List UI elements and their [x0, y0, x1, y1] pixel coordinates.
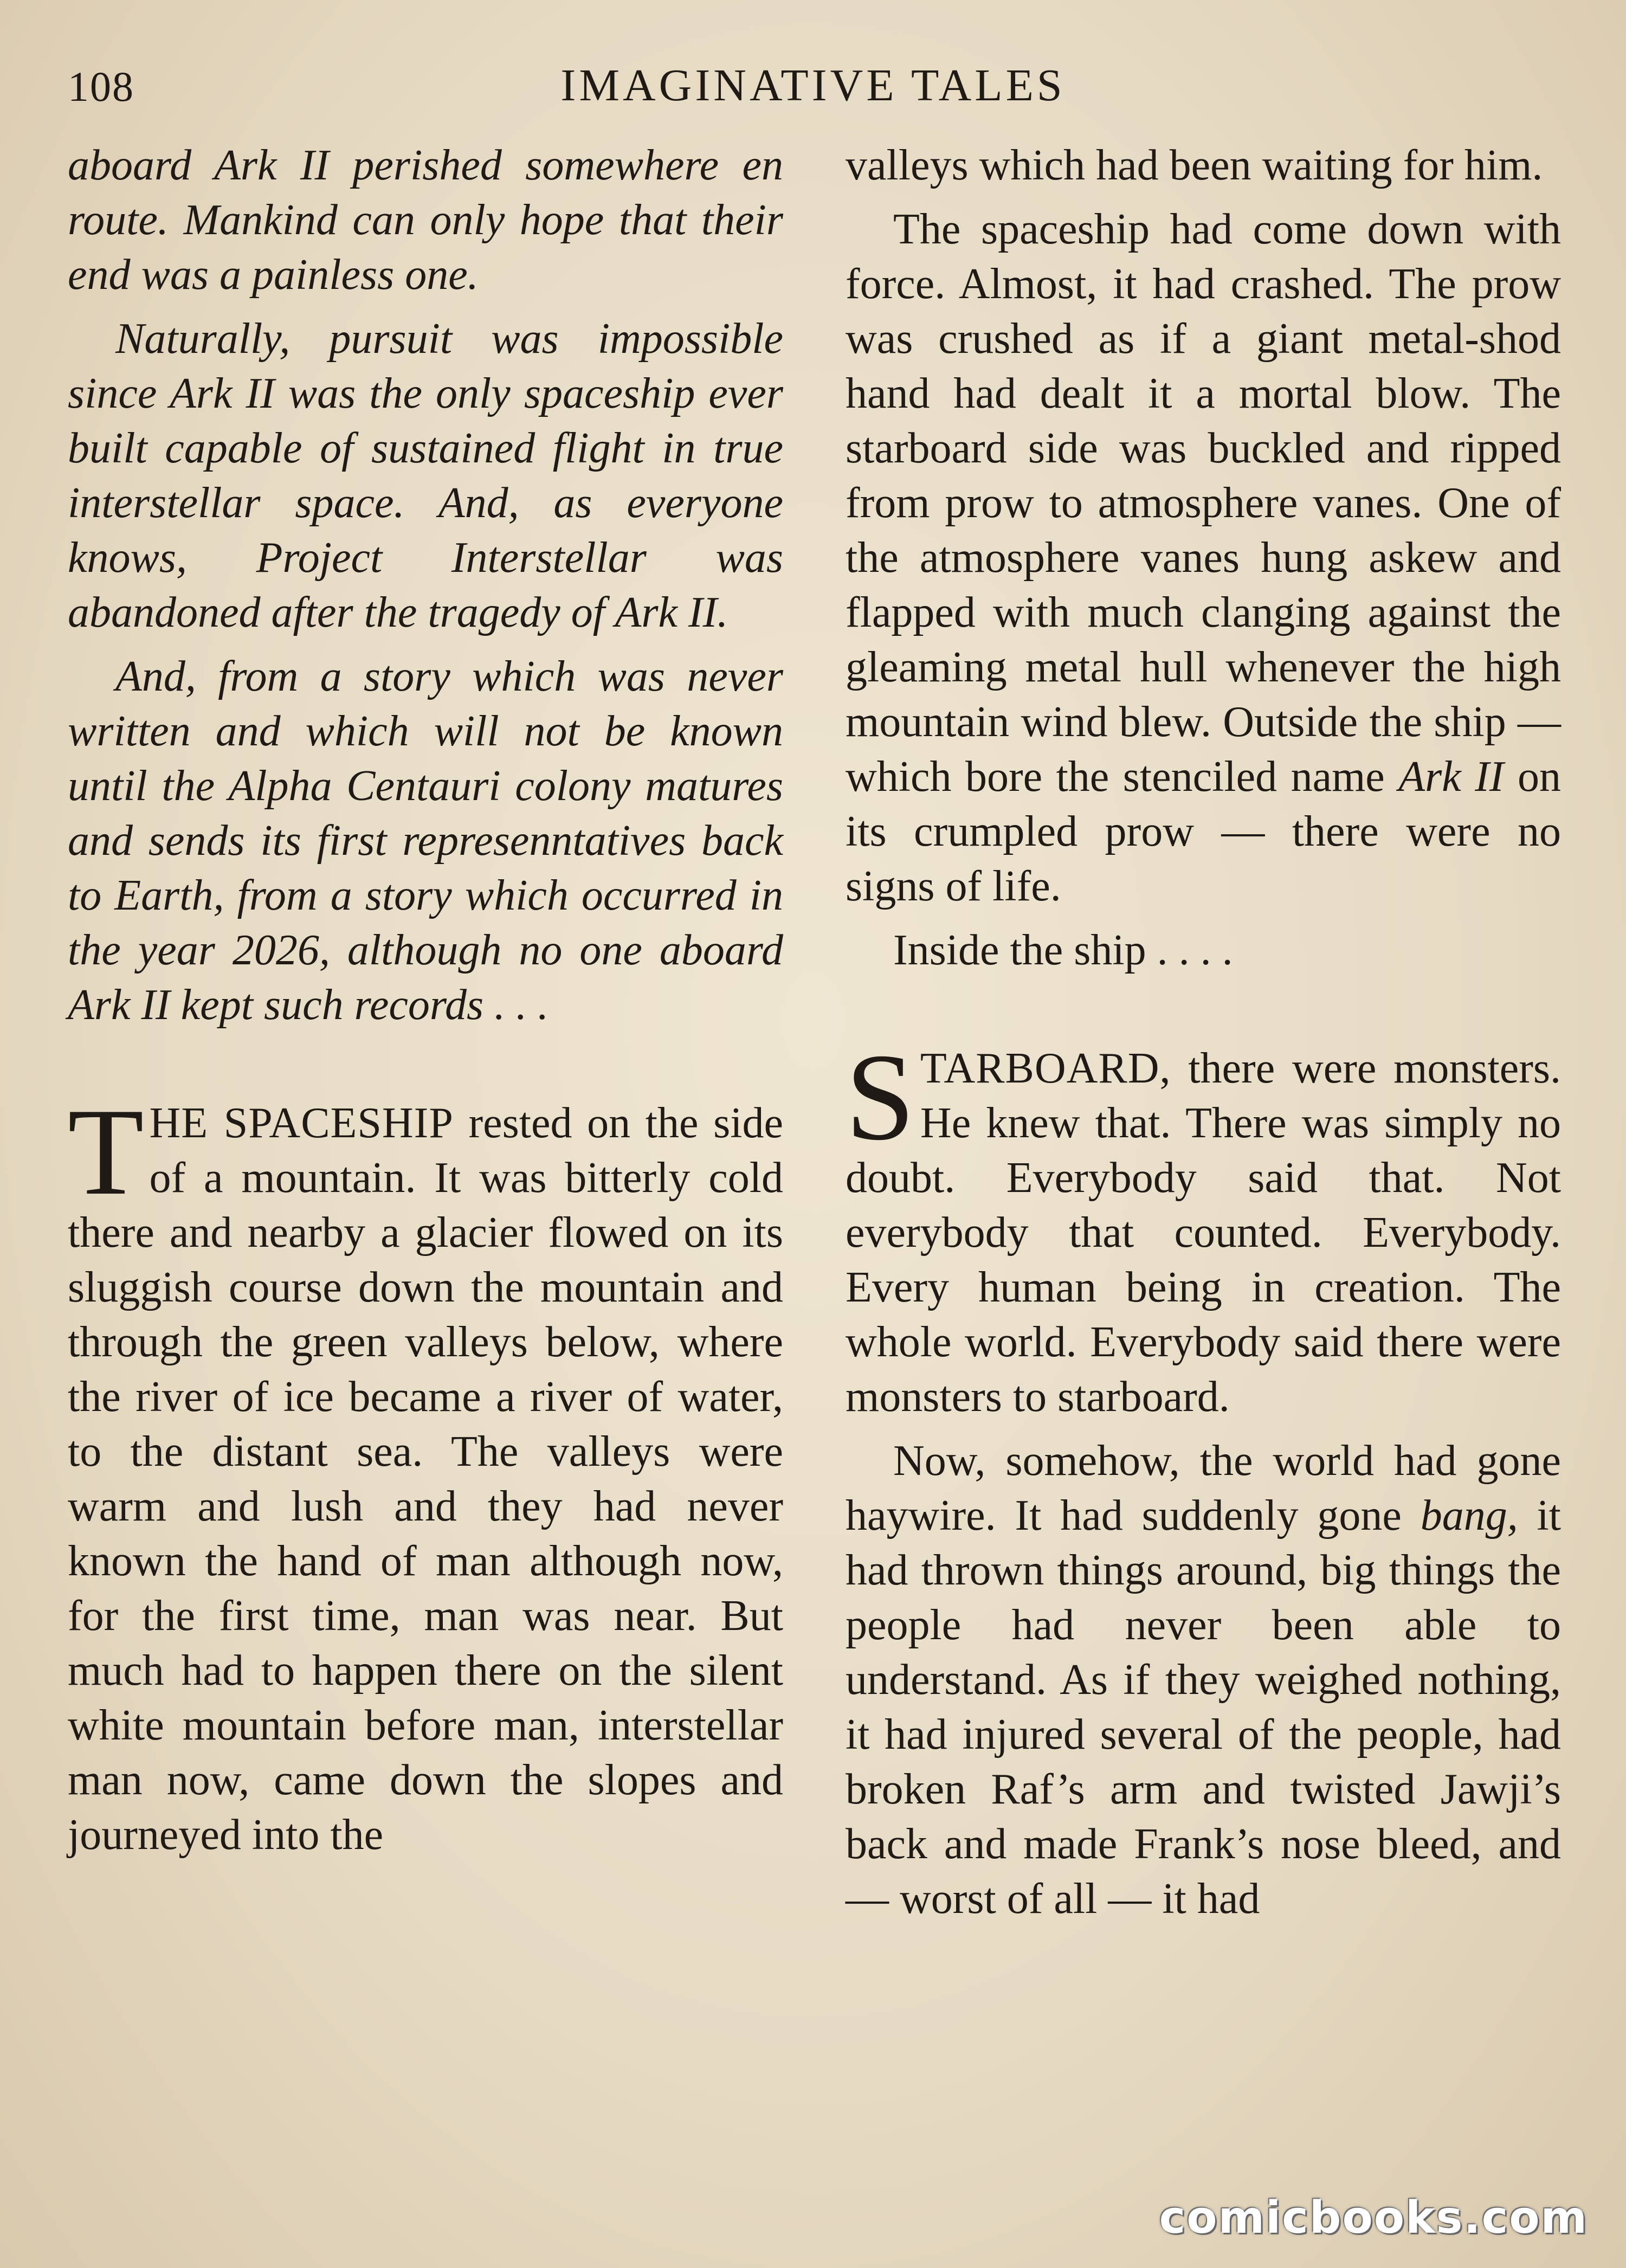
paragraph: valleys which had been waiting for him.: [846, 141, 1543, 189]
emphasis: bang,: [1420, 1492, 1518, 1539]
page-header: [68, 51, 1558, 117]
paragraph-text: it had thrown things around, big things the people had never been able to understand. As if they weighed nothing, it had injured several of the people, had broken Raf’s arm and twisted Jawji’s back and made Frank’s nose bleed, and — worst of all — it had: [846, 1492, 1562, 1923]
left-column: [68, 138, 783, 2198]
paragraph-text: Now, somehow, the world had gone haywire. It had suddenly gone: [846, 1437, 1561, 1539]
paragraph: Inside the ship . . . .: [893, 926, 1233, 974]
paragraph: And, from a story which was never written and which will not be known until the Alpha Centauri colony matures and sends its first represenntatives back to Earth, from a story which occurred in the year 2026, although no one aboard Ark II kept such records . . .: [68, 653, 783, 1029]
page-number: 108: [68, 63, 134, 110]
paragraph-text: on its crumpled prow — there were no signs of life.: [846, 753, 1562, 910]
drop-cap: S: [846, 1028, 915, 1166]
paragraph: [846, 1434, 1561, 1926]
section-break: [68, 1042, 783, 1096]
paragraph-text: there were monsters. He knew that. There was simply no doubt. Everybody said that. Not everybody that counted. Everybody. Every human being in creation. The whole world. Everybody said there were monsters to starboard.: [846, 1045, 1561, 1421]
ship-name: Ark II: [1398, 753, 1504, 801]
paragraph: [846, 1028, 1561, 1425]
paragraph-text: The spaceship had come down with force. Almost, it had crashed. The prow was crushed as if a giant metal-shod hand had dealt it a mortal blow. The starboard side was buckled and ripped from prow to atmosphere vanes. One of the atmosphere vanes hung askew and flapped with much clanging against the gleaming metal hull whenever the high mountain wind blew. Outside the ship —: [846, 205, 1561, 746]
lead-in: HE SPACESHIP: [149, 1099, 454, 1147]
paragraph-text: rested on the side of a mountain. It was bitterly cold there and nearby a glacier flowed on its sluggish course down the mountain and through the green valleys below, where the river of ice became a river of water, to the distant sea. The valleys were warm and lush and they had never known the hand of man although now, for the first time, man was near. But much had to happen there on the silent white mountain before man, interstellar man now, came down the slopes and journeyed into the: [68, 1099, 783, 1859]
right-column: [846, 138, 1561, 2198]
watermark: comicbooks.com: [1159, 2192, 1588, 2244]
drop-cap: T: [68, 1083, 144, 1221]
paragraph: aboard Ark II perished somewhere en route. Mankind can only hope that their end was a painless one.: [68, 141, 783, 299]
running-title: IMAGINATIVE TALES: [560, 60, 1066, 111]
paragraph-text: which bore the stenciled name: [846, 753, 1399, 801]
paragraph: [846, 202, 1561, 914]
paragraph: Naturally, pursuit was impossible since Ark II was the only spaceship ever built capable of sustained flight in true interstellar space. And, as everyone knows, Project Interstellar was abandoned after the tragedy of Ark II.: [68, 315, 783, 636]
section-break: [846, 987, 1561, 1041]
lead-in: TARBOARD,: [920, 1045, 1171, 1092]
paragraph: [68, 1083, 783, 1863]
